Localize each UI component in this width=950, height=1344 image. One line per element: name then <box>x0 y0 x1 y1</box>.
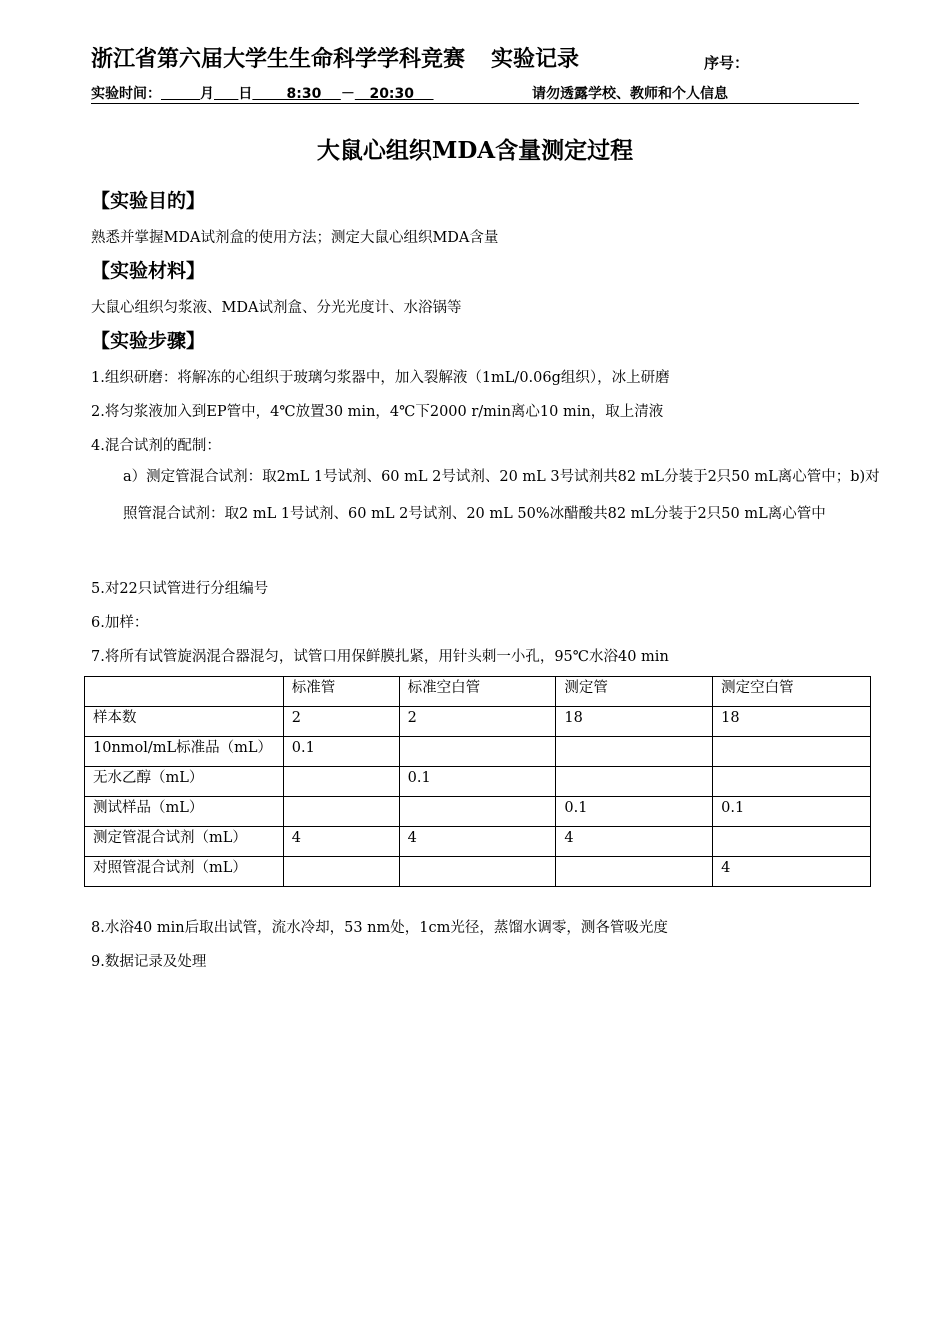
time-label: 实验时间： <box>91 86 161 102</box>
competition-header <box>91 42 579 73</box>
experiment-time-line <box>91 83 859 104</box>
table-cell: 0.1 <box>556 797 713 827</box>
table-cell: 18 <box>713 707 871 737</box>
table-cell: 0.1 <box>713 797 871 827</box>
table-cell <box>556 857 713 887</box>
start-time: 8:30 <box>286 86 322 102</box>
table-cell <box>399 737 556 767</box>
end-time: 20:30 <box>369 86 415 102</box>
table-row-label: 测试样品（mL） <box>85 797 284 827</box>
section-purpose-heading: 【实验目的】 <box>91 190 206 212</box>
table-cell <box>283 797 399 827</box>
table-row <box>85 737 871 767</box>
table-cell: 2 <box>399 707 556 737</box>
table-row-label: 10nmol/mL标准品（mL） <box>85 737 284 767</box>
table-header-cell: 标准空白管 <box>399 677 556 707</box>
table-cell: 4 <box>713 857 871 887</box>
table-row <box>85 857 871 887</box>
table-cell: 2 <box>283 707 399 737</box>
month-blank <box>161 86 200 102</box>
table-row-label: 对照管混合试剂（mL） <box>85 857 284 887</box>
section-steps-heading: 【实验步骤】 <box>91 330 206 352</box>
step-5: 5.对22只试管进行分组编号 <box>91 581 269 597</box>
sample-loading-table <box>84 676 871 887</box>
table-cell <box>556 737 713 767</box>
table-row <box>85 797 871 827</box>
table-row-label: 无水乙醇（mL） <box>85 767 284 797</box>
table-cell: 4 <box>283 827 399 857</box>
day-blank <box>214 86 238 102</box>
step-4-detail: a）测定管混合试剂：取2mL 1号试剂、60 mL 2号试剂、20 mL 3号试剂共82 mL分装于2只50 mL离心管中；b)对照管混合试剂：取2 mL 1号试剂、60 mL 2号试剂、20 mL 50%冰醋酸共82 mL分装于2只50 mL离心管中 <box>123 469 880 522</box>
table-row <box>85 707 871 737</box>
step-1: 1.组织研磨：将解冻的心组织于玻璃匀浆器中，加入裂解液（1mL/0.06g组织），冰上研磨 <box>91 370 670 386</box>
table-cell: 4 <box>556 827 713 857</box>
table-row <box>85 827 871 857</box>
step-2: 2.将匀浆液加入到EP管中，4℃放置30 min，4℃下2000 r/min离心10 min，取上清液 <box>91 404 664 420</box>
table-cell: 0.1 <box>399 767 556 797</box>
competition-title: 浙江省第六届大学生生命科学学科竞赛 <box>91 47 466 72</box>
table-header-cell: 标准管 <box>283 677 399 707</box>
table-cell <box>556 767 713 797</box>
section-materials-heading: 【实验材料】 <box>91 260 206 282</box>
table-header-cell: 测定空白管 <box>713 677 871 707</box>
table-cell <box>283 857 399 887</box>
time-separator: － <box>340 86 355 102</box>
record-title: 实验记录 <box>491 47 580 72</box>
day-label: 日 <box>238 86 253 102</box>
step-8: 8.水浴40 min后取出试管，流水冷却，53 nm处，1cm光径，蒸馏水调零，测各管吸光度 <box>91 920 668 936</box>
step-4: 4.混合试剂的配制： <box>91 438 221 454</box>
step-6: 6.加样： <box>91 615 149 631</box>
table-cell <box>399 797 556 827</box>
table-header-row <box>85 677 871 707</box>
table-cell <box>713 737 871 767</box>
table-cell <box>283 767 399 797</box>
materials-text: 大鼠心组织匀浆液、MDA试剂盒、分光光度计、水浴锅等 <box>91 300 462 316</box>
table-header-cell: 测定管 <box>556 677 713 707</box>
month-label: 月 <box>200 86 214 102</box>
table-header-cell <box>85 677 284 707</box>
table-cell <box>713 827 871 857</box>
table-cell: 18 <box>556 707 713 737</box>
step-9: 9.数据记录及处理 <box>91 954 207 970</box>
step-7: 7.将所有试管旋涡混合器混匀，试管口用保鲜膜扎紧，用针头刺一小孔，95℃水浴40 min <box>91 649 669 665</box>
table-row <box>85 767 871 797</box>
table-row-label: 测定管混合试剂（mL） <box>85 827 284 857</box>
table-cell: 4 <box>399 827 556 857</box>
serial-number-label: 序号： <box>704 54 750 72</box>
table-cell: 0.1 <box>283 737 399 767</box>
purpose-text: 熟悉并掌握MDA试剂盒的使用方法；测定大鼠心组织MDA含量 <box>91 230 499 246</box>
table-row-label: 样本数 <box>85 707 284 737</box>
table-cell <box>399 857 556 887</box>
table-cell <box>713 767 871 797</box>
privacy-notice: 请勿透露学校、教师和个人信息 <box>532 86 728 102</box>
document-title: 大鼠心组织MDA含量测定过程 <box>316 137 634 164</box>
